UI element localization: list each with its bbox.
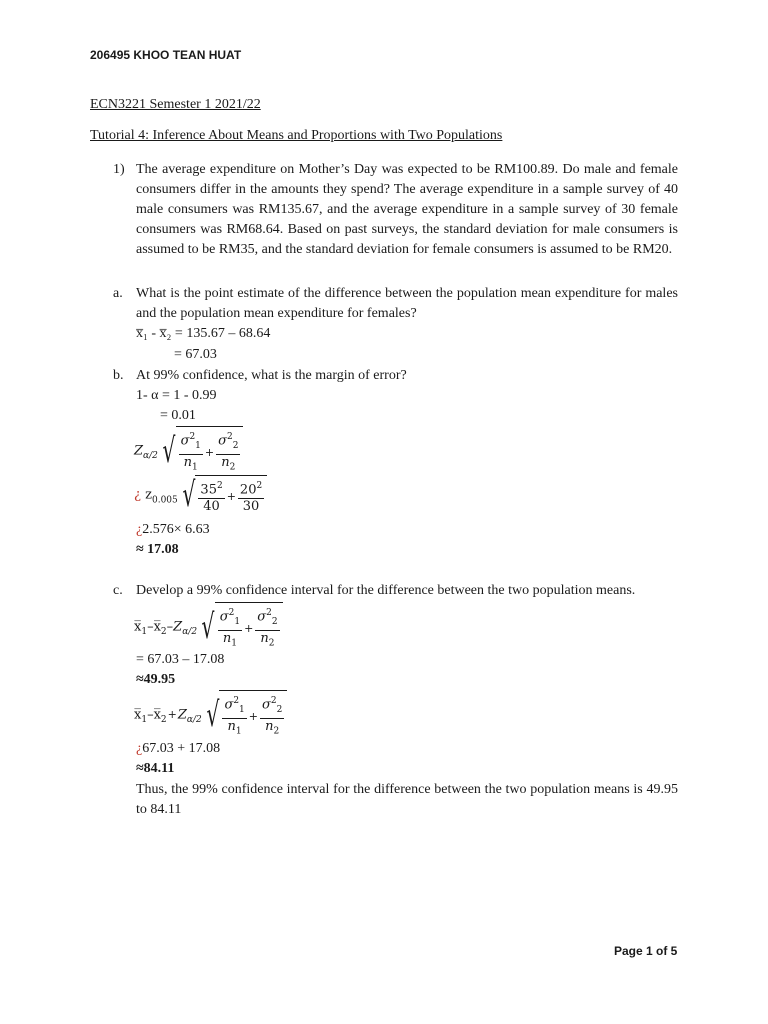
question-text: The average expenditure on Mother’s Day was expected to be RM100.89. Do male and female consumers differ in the amounts they spend? The average expenditure in a sample survey of 40 male consumers was RM135.67, and the average expenditure in a sample survey of 30 female consumers was RM68.64. Based on past surveys, the standard deviation for male consumers is assumed to be RM35, and the standard deviation for female consumers is assumed to be RM20. (136, 162, 678, 257)
fraction-2: $\frac{\sigma^2_2}{n_2}$ (216, 429, 240, 476)
fraction-1: $\frac{\sigma^2_1}{n_1}$ (218, 605, 242, 652)
ci-lower-calc: = 67.03 – 17.08 (136, 652, 225, 667)
fraction-2: $\frac{\sigma^2_2}{n_2}$ (255, 605, 279, 652)
question-number: 1) (113, 162, 125, 177)
sqrt-symbol: √ $\frac{\sigma^2_1}{n_1}$ + $\frac{\sigma^2_2}{n_2}$ (202, 690, 288, 740)
student-header: 206495 KHOO TEAN HUAT (90, 48, 242, 62)
conclusion-text: Thus, the 99% confidence interval for the difference between the two population means is 49.95 to 84.11 (136, 782, 678, 817)
part-a-question: What is the point estimate of the difference between the population mean expenditure for males and the population mean expenditure for females? (136, 286, 678, 321)
fraction-1: $\frac{35^2}{40}$ (198, 478, 224, 515)
part-b-question: At 99% confidence, what is the margin of error? (136, 368, 407, 383)
fraction-1: $\frac{\sigma^2_1}{n_1}$ (179, 429, 203, 476)
part-a-line2: = 67.03 (174, 347, 217, 362)
part-b-label: b. (113, 368, 124, 383)
ci-lower-result: ≈49.95 (136, 672, 176, 687)
sqrt-symbol: √ $\frac{\sigma^2_1}{n_1}$ + $\frac{\sigma^2_2}{n_2}$ (197, 602, 283, 652)
part-c-label: c. (113, 583, 123, 598)
fraction-1: $\frac{\sigma^2_1}{n_1}$ (222, 693, 246, 740)
part-b-line1: 1- α = 1 - 0.99 (136, 388, 217, 403)
margin-substitution: ¿ $z_{0.005}$ √ $\frac{35^2}{40}$ + $\frac{20^2}{30}$ (134, 475, 267, 515)
ci-upper-formula: $x̅_1-x̅_2+Z_{\alpha/2}$ √ $\frac{\sigma^2_1}{n_1}$ + $\frac{\sigma^2_2}{n_2}$ (134, 690, 287, 740)
part-a-line1: x̅₁ - x̅₂ = 135.67 – 68.64 (136, 326, 271, 341)
ci-upper-result: ≈84.11 (136, 761, 175, 776)
margin-formula: $Z_{\alpha/2}$ √ $\frac{\sigma^2_1}{n_1}$ + $\frac{\sigma^2_2}{n_2}$ (134, 426, 243, 476)
page-number: Page 1 of 5 (614, 944, 678, 958)
part-c-question: Develop a 99% confidence interval for the difference between the two population means. (136, 583, 636, 598)
course-title: ECN3221 Semester 1 2021/22 (90, 97, 261, 112)
tutorial-title: Tutorial 4: Inference About Means and Proportions with Two Populations (90, 128, 503, 143)
fraction-2: $\frac{20^2}{30}$ (238, 478, 264, 515)
sqrt-symbol: √ $\frac{\sigma^2_1}{n_1}$ + $\frac{\sigma^2_2}{n_2}$ (158, 426, 244, 476)
sqrt-symbol: √ $\frac{35^2}{40}$ + $\frac{20^2}{30}$ (178, 475, 267, 515)
part-b-line2: = 0.01 (160, 408, 196, 423)
ci-upper-calc: ¿67.03 + 17.08 (136, 741, 221, 756)
fraction-2: $\frac{\sigma^2_2}{n_2}$ (260, 693, 284, 740)
ci-lower-formula: $x̅_1-x̅_2-Z_{\alpha/2}$ √ $\frac{\sigma^2_1}{n_1}$ + $\frac{\sigma^2_2}{n_2}$ (134, 602, 283, 652)
part-b-line5: ¿2.576× 6.63 (136, 522, 210, 537)
part-b-line6: ≈ 17.08 (136, 542, 179, 557)
part-a-label: a. (113, 286, 123, 301)
